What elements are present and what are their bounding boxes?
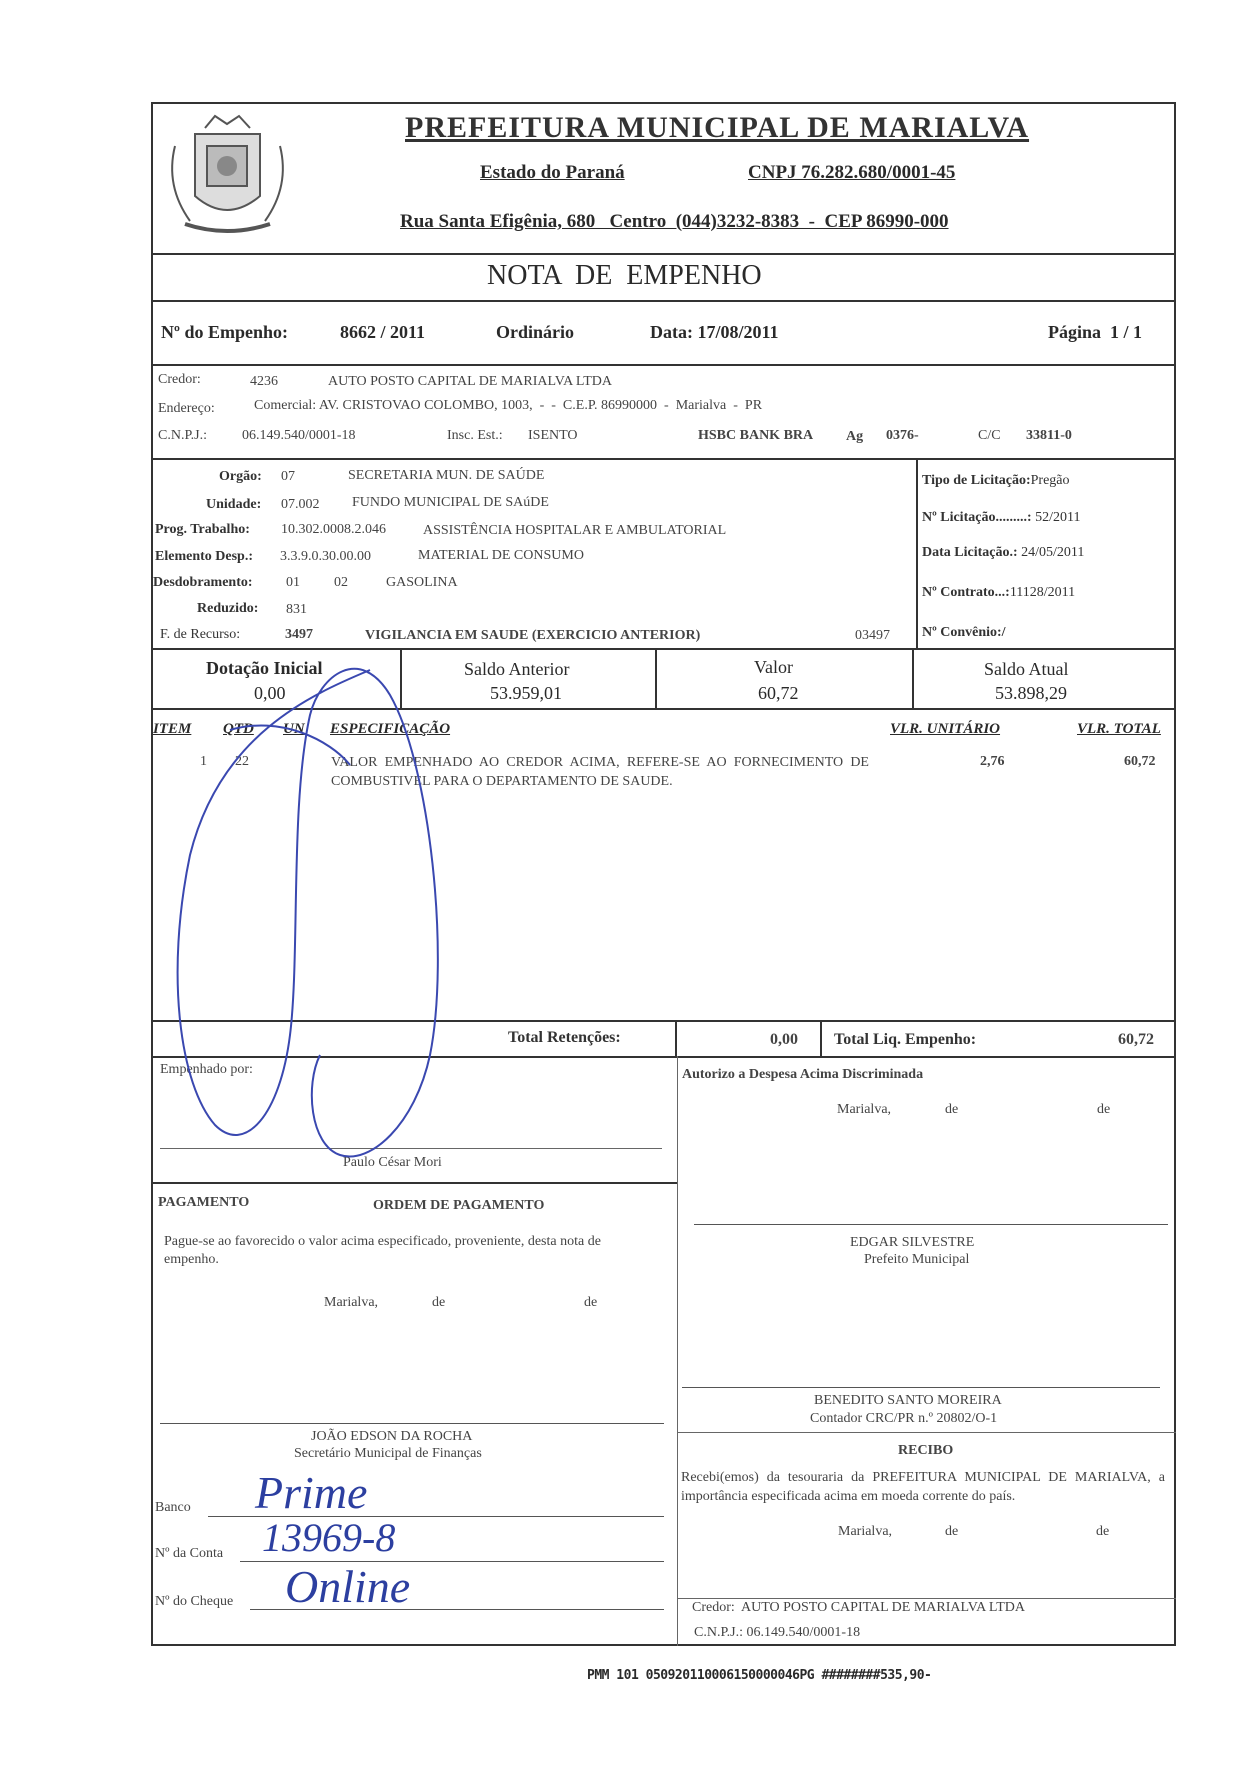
credor-name: AUTO POSTO CAPITAL DE MARIALVA LTDA <box>328 374 612 389</box>
credor-code: 4236 <box>250 374 278 389</box>
pagamento-label: PAGAMENTO <box>158 1195 250 1210</box>
account-value: 33811-0 <box>1026 428 1072 443</box>
saldo-anterior-label: Saldo Anterior <box>464 659 570 679</box>
accountant-role: Contador CRC/PR n.º 20802/O-1 <box>810 1411 998 1426</box>
accountant-name: BENEDITO SANTO MOREIRA <box>814 1393 1002 1408</box>
secretary-name: JOÃO EDSON DA ROCHA <box>311 1429 473 1444</box>
recurso-label: F. de Recurso: <box>160 627 241 642</box>
col-item-header: ITEM <box>153 721 192 737</box>
orgao-value: SECRETARIA MUN. DE SAÚDE <box>348 468 545 483</box>
item-qty: 22 <box>235 754 249 769</box>
cnpj-label: CNPJ 76.282.680/0001-45 <box>748 162 956 183</box>
banco-label: Banco <box>155 1500 191 1515</box>
recibo-de2: de <box>1096 1524 1110 1539</box>
recibo-cnpj: C.N.P.J.: 06.149.540/0001-18 <box>694 1625 861 1640</box>
autorizo-city: Marialva, <box>837 1102 892 1117</box>
recurso-value: VIGILANCIA EM SAUDE (EXERCICIO ANTERIOR) <box>365 628 701 643</box>
col-qtd-header: QTD <box>223 721 254 737</box>
agency-value: 0376- <box>886 428 919 443</box>
col-total-header: VLR. TOTAL <box>1077 721 1161 737</box>
footer-code: PMM 101 050920110006150000046PG ########535,90- <box>587 1668 932 1683</box>
desdobramento-value: GASOLINA <box>386 575 458 590</box>
convenio-label: Nº Convênio:/ <box>922 625 1006 640</box>
agency-label: Ag <box>846 429 864 444</box>
elemento-label: Elemento Desp.: <box>155 549 253 564</box>
pagamento-city: Marialva, <box>324 1295 379 1310</box>
dotacao-label: Dotação Inicial <box>206 658 323 678</box>
recurso-code: 3497 <box>285 627 313 642</box>
ordem-pagamento-label: ORDEM DE PAGAMENTO <box>373 1198 545 1213</box>
col-un-header: UN <box>283 721 305 737</box>
pagamento-de1: de <box>432 1295 446 1310</box>
recibo-title: RECIBO <box>898 1443 954 1458</box>
num-licitacao-value: 52/2011 <box>1035 510 1081 525</box>
pagamento-text: Pague-se ao favorecido o valor acima especificado, proveniente, desta nota de empenho. <box>164 1234 601 1267</box>
secretary-role: Secretário Municipal de Finanças <box>294 1446 482 1461</box>
col-spec-header: ESPECIFICAÇÃO <box>330 721 451 737</box>
insc-label: Insc. Est.: <box>447 428 503 443</box>
empenho-type: Ordinário <box>496 322 575 342</box>
recibo-de1: de <box>945 1524 959 1539</box>
endereco-label: Endereço: <box>158 401 215 416</box>
valor-label: Valor <box>754 657 793 677</box>
total-retencoes-label: Total Retenções: <box>508 1029 621 1046</box>
tipo-licitacao-label: Tipo de Licitação:Pregão <box>922 473 1070 488</box>
banco-value: Prime <box>255 1467 368 1518</box>
desdobramento-b: 02 <box>334 575 348 590</box>
item-spec: VALOR EMPENHADO AO CREDOR ACIMA, REFERE-SE AO FORNECIMENTO DE COMBUSTIVEL PARA O DEPARTAMENTO DE SAUDE. <box>331 755 869 789</box>
total-retencoes-value: 0,00 <box>770 1031 798 1048</box>
elemento-value: MATERIAL DE CONSUMO <box>418 548 584 563</box>
recibo-text: Recebi(emos) da tesouraria da PREFEITURA MUNICIPAL DE MARIALVA, a importância especificada acima em moeda corrente do país. <box>681 1470 1165 1504</box>
orgao-code: 07 <box>281 469 295 484</box>
cnpj-credor-label: C.N.P.J.: <box>158 428 208 443</box>
prog-value: ASSISTÊNCIA HOSPITALAR E AMBULATORIAL <box>423 523 727 538</box>
conta-value: 13969-8 <box>262 1515 396 1560</box>
page-title: PREFEITURA MUNICIPAL DE MARIALVA <box>405 111 1030 144</box>
page-number: Página 1 / 1 <box>1048 322 1143 342</box>
autorizo-label: Autorizo a Despesa Acima Discriminada <box>682 1067 924 1082</box>
insc-value: ISENTO <box>528 428 578 443</box>
signature-icon <box>160 655 460 1175</box>
empenhado-label: Empenhado por: <box>160 1062 253 1077</box>
recibo-city: Marialva, <box>838 1524 893 1539</box>
desdobramento-a: 01 <box>286 575 300 590</box>
autorizo-de2: de <box>1097 1102 1111 1117</box>
data-licitacao-label: Data Licitação.: 24/05/2011 <box>922 545 1085 560</box>
data-licitacao-value: 24/05/2011 <box>1021 545 1085 560</box>
conta-label: Nº da Conta <box>155 1546 224 1561</box>
dotacao-value: 0,00 <box>254 683 286 703</box>
coat-of-arms-icon <box>155 106 300 246</box>
address-label: Rua Santa Efigênia, 680 Centro (044)3232-8383 - CEP 86990-000 <box>400 211 949 232</box>
prog-code: 10.302.0008.2.046 <box>281 522 386 537</box>
reduzido-label: Reduzido: <box>197 601 259 616</box>
empenhado-name: Paulo César Mori <box>343 1155 442 1170</box>
saldo-atual-label: Saldo Atual <box>984 659 1069 679</box>
unidade-value: FUNDO MUNICIPAL DE SAúDE <box>352 495 549 510</box>
elemento-code: 3.3.9.0.30.00.00 <box>280 549 371 564</box>
unidade-code: 07.002 <box>281 497 320 512</box>
item-total: 60,72 <box>1124 754 1156 769</box>
total-liq-value: 60,72 <box>1118 1031 1154 1048</box>
recurso-ref: 03497 <box>855 628 890 643</box>
contrato-value: 11128/2011 <box>1009 585 1076 600</box>
total-liq-label: Total Liq. Empenho: <box>834 1031 977 1048</box>
valor-value: 60,72 <box>758 683 799 703</box>
reduzido-value: 831 <box>286 602 307 617</box>
account-label: C/C <box>978 428 1001 443</box>
cheque-label: Nº do Cheque <box>155 1594 234 1609</box>
tipo-licitacao-value: Pregão <box>1030 473 1070 488</box>
endereco-value: Comercial: AV. CRISTOVAO COLOMBO, 1003, - - C.E.P. 86990000 - Marialva - PR <box>254 398 763 413</box>
state-label: Estado do Paraná <box>480 162 625 183</box>
orgao-label: Orgão: <box>219 469 262 484</box>
saldo-anterior-value: 53.959,01 <box>490 683 562 703</box>
prog-label: Prog. Trabalho: <box>155 522 250 537</box>
mayor-role: Prefeito Municipal <box>864 1252 970 1267</box>
item-unit-price: 2,76 <box>980 754 1005 769</box>
document-type-title: NOTA DE EMPENHO <box>487 260 762 291</box>
credor-label: Credor: <box>158 372 201 387</box>
empenho-label: Nº do Empenho: <box>161 322 288 342</box>
mayor-name: EDGAR SILVESTRE <box>850 1235 975 1250</box>
bank-name: HSBC BANK BRA <box>698 428 814 443</box>
contrato-label: Nº Contrato...:11128/2011 <box>922 585 1076 600</box>
unidade-label: Unidade: <box>206 497 262 512</box>
desdobramento-label: Desdobramento: <box>153 575 253 590</box>
col-unit-header: VLR. UNITÁRIO <box>890 721 1001 737</box>
num-licitacao-label: Nº Licitação.........: 52/2011 <box>922 510 1081 525</box>
recibo-credor: Credor: AUTO POSTO CAPITAL DE MARIALVA LTDA <box>692 1600 1025 1615</box>
empenho-number: 8662 / 2011 <box>340 322 426 342</box>
item-number: 1 <box>200 754 207 769</box>
empenho-date: Data: 17/08/2011 <box>650 322 779 342</box>
cheque-value: Online <box>285 1561 411 1612</box>
cnpj-credor-value: 06.149.540/0001-18 <box>242 428 356 443</box>
autorizo-de1: de <box>945 1102 959 1117</box>
saldo-atual-value: 53.898,29 <box>995 683 1067 703</box>
pagamento-de2: de <box>584 1295 598 1310</box>
